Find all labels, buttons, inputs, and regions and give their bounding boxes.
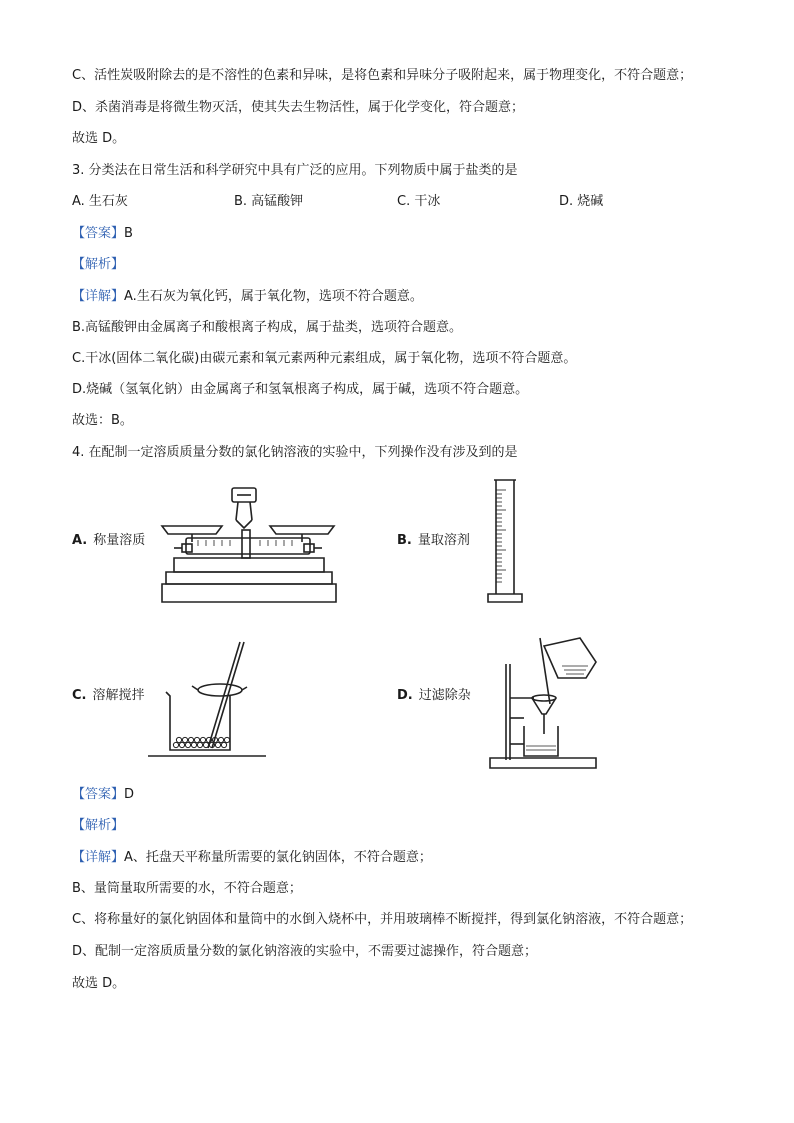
detail-tag: 【详解】 <box>72 289 125 304</box>
question-3: 3. 分类法在日常生活和科学研究中具有广泛的应用。下列物质中属于盐类的是 <box>72 163 518 178</box>
detail-3-a <box>72 289 423 305</box>
beaker-stirring-figure <box>148 638 268 764</box>
answer-tag: 【答案】 <box>72 787 125 802</box>
detail-text: A、托盘天平称量所需要的氯化钠固体，不符合题意； <box>124 850 432 865</box>
figure-a-label: A. 称量溶质 <box>72 533 146 548</box>
filtration-figure <box>484 634 600 774</box>
detail-text: A.生石灰为氧化钙，属于氧化物，选项不符合题意。 <box>124 289 423 304</box>
conclusion-3: 故选：B。 <box>72 413 133 428</box>
q3-option-c: C. 干冰 <box>397 194 441 209</box>
figure-b-label: B. 量取溶剂 <box>397 533 470 548</box>
figure-d-label: D. 过滤除杂 <box>397 688 471 703</box>
detail-tag: 【详解】 <box>72 850 125 865</box>
detail-3-d: D.烧碱（氢氧化钠）由金属离子和氢氧根离子构成，属于碱，选项不符合题意。 <box>72 382 529 397</box>
answer-4 <box>72 787 134 803</box>
balance-figure <box>152 480 342 608</box>
detail-4-b: B、量筒量取所需要的水，不符合题意； <box>72 881 302 896</box>
explanation-d-prev: D、杀菌消毒是将微生物灭活，使其失去生物活性，属于化学变化，符合题意； <box>72 100 525 115</box>
detail-3-b: B.高锰酸钾由金属离子和酸根离子构成，属于盐类，选项符合题意。 <box>72 320 463 335</box>
detail-4-c: C、将称量好的氯化钠固体和量筒中的水倒入烧杯中，并用玻璃棒不断搅拌，得到氯化钠溶液，不符合题意； <box>72 912 693 927</box>
detail-3-c: C.干冰(固体二氧化碳)由碳元素和氧元素两种元素组成，属于氧化物，选项不符合题意。 <box>72 351 577 366</box>
answer-value: D <box>124 787 135 802</box>
detail-4-d: D、配制一定溶质质量分数的氯化钠溶液的实验中，不需要过滤操作，符合题意； <box>72 944 538 959</box>
detail-4-a <box>72 850 432 866</box>
q3-option-a: A. 生石灰 <box>72 194 128 209</box>
analysis-tag-3: 【解析】 <box>72 257 125 272</box>
answer-tag: 【答案】 <box>72 226 125 241</box>
q3-option-b: B. 高锰酸钾 <box>234 194 304 209</box>
question-4: 4. 在配制一定溶质质量分数的氯化钠溶液的实验中，下列操作没有涉及到的是 <box>72 445 518 460</box>
explanation-c-prev: C、活性炭吸附除去的是不溶性的色素和异味，是将色素和异味分子吸附起来，属于物理变化，不符合题意； <box>72 68 693 83</box>
figure-c-label: C. 溶解搅拌 <box>72 688 145 703</box>
q3-option-d: D. 烧碱 <box>559 194 604 209</box>
answer-value: B <box>124 226 133 241</box>
conclusion-prev: 故选 D。 <box>72 131 126 146</box>
graduated-cylinder-figure <box>484 474 528 606</box>
analysis-tag-4: 【解析】 <box>72 818 125 833</box>
conclusion-4: 故选 D。 <box>72 976 126 991</box>
answer-3 <box>72 226 133 242</box>
